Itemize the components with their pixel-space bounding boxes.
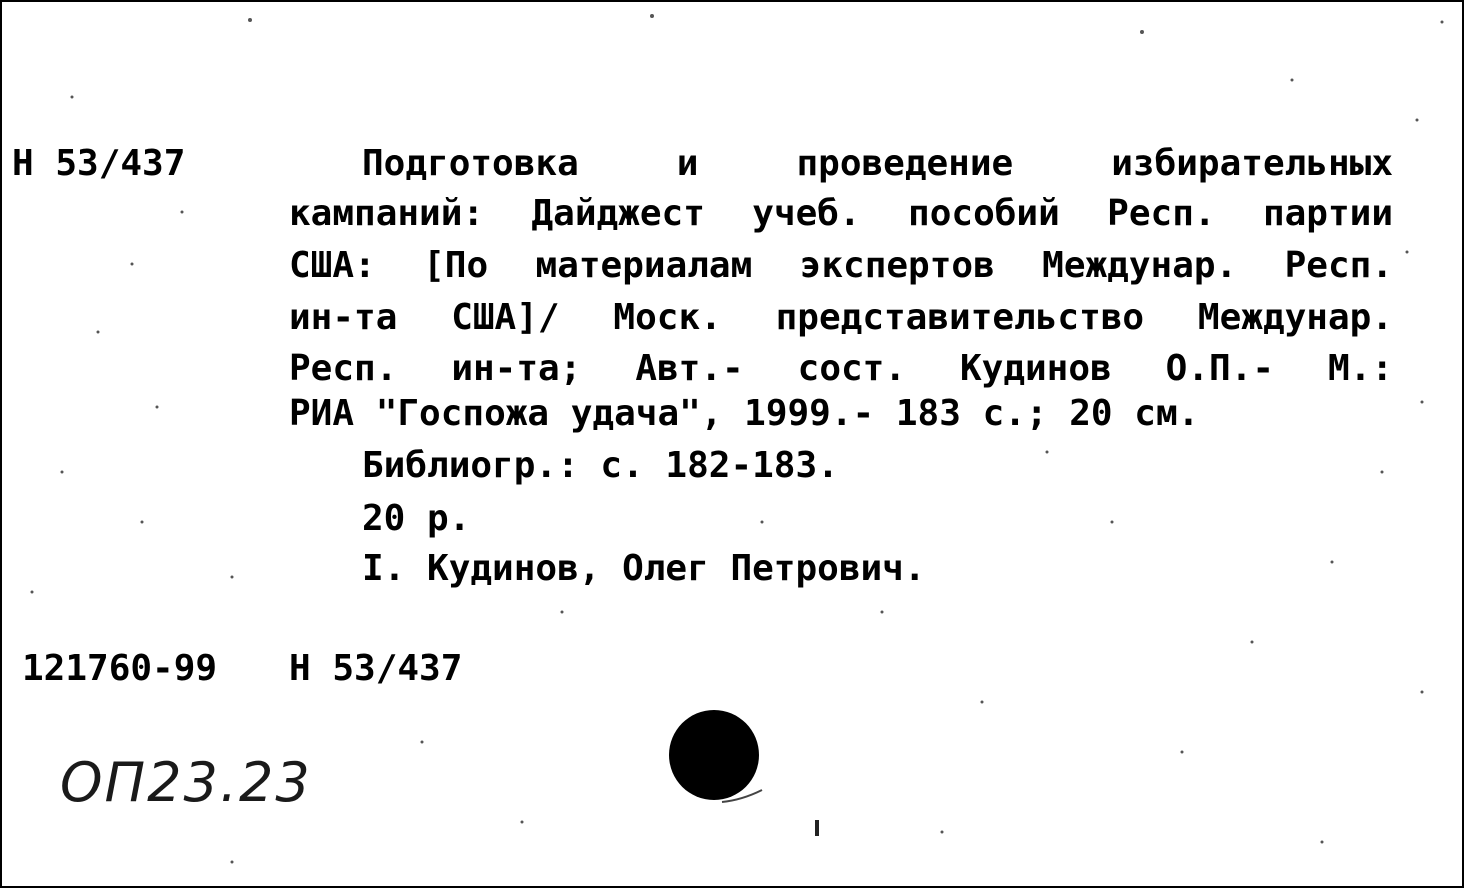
description-line-4: ин-та США]/ Моск. представительство Междунар. — [289, 297, 1393, 338]
handwritten-classification-code: ОП23.23 — [60, 751, 312, 814]
description-line-3: США: [По материалам экспертов Междунар. Респ. — [289, 245, 1393, 286]
description-line-6: РИА "Госпожа удача", 1999.- 183 с.; 20 см. — [289, 393, 1200, 434]
punch-hole — [669, 710, 759, 800]
description-line-1: Подготовка и проведение избирательных — [362, 143, 1393, 184]
author-entry: I. Кудинов, Олег Петрович. — [362, 548, 926, 589]
description-line-2: кампаний: Дайджест учеб. пособий Респ. партии — [289, 193, 1393, 234]
shelfmark-bottom: Н 53/437 — [289, 648, 463, 689]
inventory-number: 121760-99 — [22, 648, 218, 689]
shelfmark-top: Н 53/437 — [12, 143, 186, 184]
price-note: 20 р. — [362, 498, 471, 539]
description-line-5: Респ. ин-та; Авт.- сост. Кудинов О.П.- М.: — [289, 348, 1393, 389]
bibliography-note: Библиогр.: с. 182-183. — [362, 445, 839, 486]
